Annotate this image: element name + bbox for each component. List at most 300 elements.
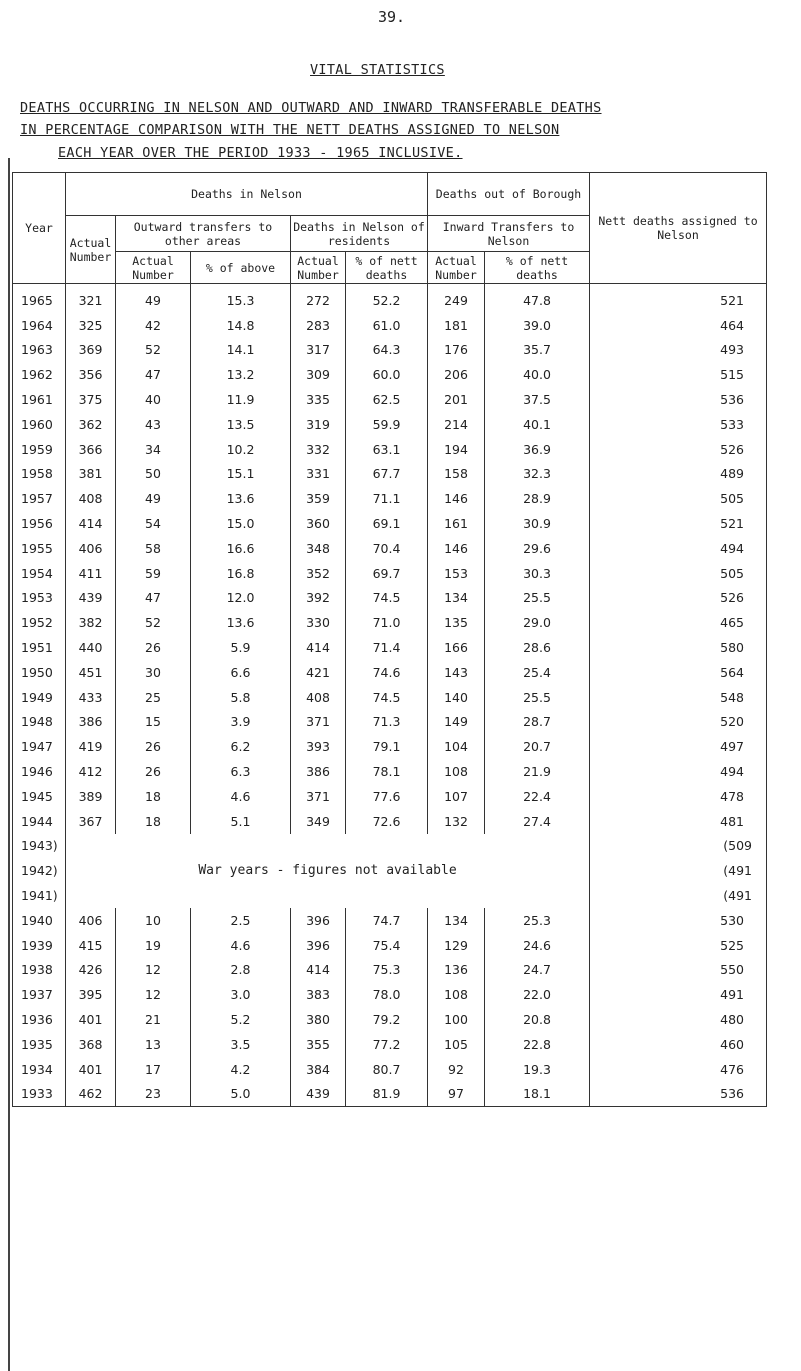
table-row (13, 685, 767, 710)
cell-outward-pct: 5.2 (191, 1007, 291, 1032)
cell-year: 1956 (13, 511, 66, 536)
cell-in-actual: 206 (428, 362, 485, 387)
cell-nett: 497 (590, 734, 767, 759)
cell-res-pct: 52.2 (346, 284, 428, 313)
cell-res-actual: 352 (291, 561, 346, 586)
cell-res-actual: 396 (291, 908, 346, 933)
header-outward-pct: % of above (191, 252, 291, 284)
cell-outward-actual: 17 (116, 1057, 191, 1082)
cell-year: 1942) (13, 858, 66, 883)
cell-outward-actual: 26 (116, 734, 191, 759)
war-years-note: War years - figures not available (198, 863, 457, 879)
cell-res-actual: 393 (291, 734, 346, 759)
cell-nett: 493 (590, 338, 767, 363)
cell-year: 1940 (13, 908, 66, 933)
cell-outward-actual: 43 (116, 412, 191, 437)
cell-actual: 367 (66, 809, 116, 834)
table-row (13, 635, 767, 660)
cell-in-pct: 29.6 (485, 536, 590, 561)
cell-res-actual: 349 (291, 809, 346, 834)
cell-year: 1948 (13, 710, 66, 735)
cell-nett: 520 (590, 710, 767, 735)
cell-in-pct: 32.3 (485, 462, 590, 487)
table-row (13, 338, 767, 363)
cell-in-actual: 132 (428, 809, 485, 834)
cell-actual: 382 (66, 610, 116, 635)
table-header (13, 173, 767, 284)
cell-outward-actual: 52 (116, 338, 191, 363)
cell-year: 1953 (13, 586, 66, 611)
table-row (13, 933, 767, 958)
header-res-actual: Actual Number (291, 252, 346, 284)
cell-year: 1933 (13, 1082, 66, 1107)
cell-in-pct: 25.3 (485, 908, 590, 933)
cell-in-actual: 214 (428, 412, 485, 437)
cell-outward-pct: 4.2 (191, 1057, 291, 1082)
header-nett-deaths: Nett deaths assigned to Nelson (590, 173, 767, 284)
cell-res-pct: 60.0 (346, 362, 428, 387)
cell-res-pct: 70.4 (346, 536, 428, 561)
header-year: Year (13, 173, 66, 284)
cell-year: 1938 (13, 958, 66, 983)
cell-year: 1947 (13, 734, 66, 759)
cell-in-actual: 158 (428, 462, 485, 487)
cell-res-actual: 272 (291, 284, 346, 313)
cell-in-actual: 143 (428, 660, 485, 685)
cell-res-pct: 81.9 (346, 1082, 428, 1107)
cell-actual: 440 (66, 635, 116, 660)
table-row (13, 734, 767, 759)
cell-outward-actual: 26 (116, 635, 191, 660)
cell-year: 1939 (13, 933, 66, 958)
table-row (13, 982, 767, 1007)
header-residents: Deaths in Nelson of residents (291, 216, 428, 252)
table-row (13, 313, 767, 338)
cell-outward-actual: 42 (116, 313, 191, 338)
cell-outward-pct: 13.5 (191, 412, 291, 437)
cell-in-pct: 28.9 (485, 486, 590, 511)
cell-outward-pct: 6.3 (191, 759, 291, 784)
cell-res-pct: 67.7 (346, 462, 428, 487)
page-title: VITAL STATISTICS (310, 62, 445, 78)
table-row (13, 1057, 767, 1082)
cell-outward-actual: 25 (116, 685, 191, 710)
header-res-pct: % of nett deaths (346, 252, 428, 284)
cell-in-actual: 97 (428, 1082, 485, 1107)
cell-outward-actual: 18 (116, 809, 191, 834)
cell-in-actual: 181 (428, 313, 485, 338)
cell-outward-actual: 59 (116, 561, 191, 586)
table-row (13, 660, 767, 685)
left-margin-rule (8, 158, 10, 1371)
cell-outward-actual: 23 (116, 1082, 191, 1107)
cell-outward-pct: 3.5 (191, 1032, 291, 1057)
cell-outward-pct: 3.9 (191, 710, 291, 735)
cell-year: 1952 (13, 610, 66, 635)
cell-actual: 321 (66, 284, 116, 313)
cell-in-pct: 36.9 (485, 437, 590, 462)
cell-in-pct: 22.0 (485, 982, 590, 1007)
cell-in-pct: 28.6 (485, 635, 590, 660)
header-inward-transfers: Inward Transfers to Nelson (428, 216, 590, 252)
cell-res-actual: 371 (291, 710, 346, 735)
cell-res-actual: 283 (291, 313, 346, 338)
cell-outward-pct: 3.0 (191, 982, 291, 1007)
header-outward-transfers: Outward transfers to other areas (116, 216, 291, 252)
cell-res-pct: 75.4 (346, 933, 428, 958)
cell-in-pct: 25.5 (485, 685, 590, 710)
cell-nett: 464 (590, 313, 767, 338)
cell-res-pct: 69.7 (346, 561, 428, 586)
cell-res-pct: 74.7 (346, 908, 428, 933)
cell-nett: 481 (590, 809, 767, 834)
cell-nett: 478 (590, 784, 767, 809)
cell-res-pct: 77.6 (346, 784, 428, 809)
cell-in-actual: 161 (428, 511, 485, 536)
cell-res-pct: 72.6 (346, 809, 428, 834)
cell-in-pct: 28.7 (485, 710, 590, 735)
cell-res-actual: 421 (291, 660, 346, 685)
table-row (13, 610, 767, 635)
cell-in-pct: 25.5 (485, 586, 590, 611)
cell-res-actual: 317 (291, 338, 346, 363)
cell-nett: (509 (590, 834, 767, 859)
cell-in-pct: 35.7 (485, 338, 590, 363)
cell-actual: 433 (66, 685, 116, 710)
cell-nett: 550 (590, 958, 767, 983)
cell-in-pct: 30.3 (485, 561, 590, 586)
cell-res-actual: 386 (291, 759, 346, 784)
cell-res-pct: 71.1 (346, 486, 428, 511)
cell-in-pct: 20.8 (485, 1007, 590, 1032)
cell-year: 1963 (13, 338, 66, 363)
cell-outward-pct: 15.1 (191, 462, 291, 487)
cell-outward-pct: 16.6 (191, 536, 291, 561)
subtitle-line-2: IN PERCENTAGE COMPARISON WITH THE NETT DEATHS ASSIGNED TO NELSON (20, 122, 560, 138)
cell-in-actual: 249 (428, 284, 485, 313)
cell-in-pct: 24.6 (485, 933, 590, 958)
cell-in-pct: 27.4 (485, 809, 590, 834)
cell-actual: 439 (66, 586, 116, 611)
cell-nett: 564 (590, 660, 767, 685)
cell-year: 1965 (13, 284, 66, 313)
cell-year: 1934 (13, 1057, 66, 1082)
cell-actual: 366 (66, 437, 116, 462)
cell-actual: 375 (66, 387, 116, 412)
cell-res-pct: 74.6 (346, 660, 428, 685)
cell-outward-actual: 58 (116, 536, 191, 561)
subtitle-line-1: DEATHS OCCURRING IN NELSON AND OUTWARD AND INWARD TRANSFERABLE DEATHS (20, 100, 602, 116)
cell-in-pct: 24.7 (485, 958, 590, 983)
cell-year: 1959 (13, 437, 66, 462)
cell-in-actual: 105 (428, 1032, 485, 1057)
table-row (13, 784, 767, 809)
cell-actual: 411 (66, 561, 116, 586)
cell-actual: 412 (66, 759, 116, 784)
cell-year: 1951 (13, 635, 66, 660)
table-body (13, 284, 767, 1107)
cell-actual: 415 (66, 933, 116, 958)
cell-year: 1961 (13, 387, 66, 412)
cell-in-actual: 134 (428, 586, 485, 611)
cell-outward-actual: 13 (116, 1032, 191, 1057)
cell-nett: 536 (590, 1082, 767, 1107)
header-deaths-out-of-borough: Deaths out of Borough (428, 173, 590, 216)
cell-outward-pct: 13.6 (191, 610, 291, 635)
cell-actual: 451 (66, 660, 116, 685)
cell-actual: 386 (66, 710, 116, 735)
cell-in-actual: 166 (428, 635, 485, 660)
cell-year: 1937 (13, 982, 66, 1007)
cell-in-actual: 153 (428, 561, 485, 586)
cell-in-actual: 176 (428, 338, 485, 363)
cell-nett: 465 (590, 610, 767, 635)
cell-outward-pct: 4.6 (191, 784, 291, 809)
cell-nett: 476 (590, 1057, 767, 1082)
cell-year: 1944 (13, 809, 66, 834)
cell-outward-pct: 14.1 (191, 338, 291, 363)
cell-res-actual: 384 (291, 1057, 346, 1082)
cell-res-pct: 59.9 (346, 412, 428, 437)
cell-in-actual: 107 (428, 784, 485, 809)
cell-outward-pct: 13.6 (191, 486, 291, 511)
cell-nett: 515 (590, 362, 767, 387)
cell-in-pct: 29.0 (485, 610, 590, 635)
cell-res-actual: 309 (291, 362, 346, 387)
cell-res-actual: 380 (291, 1007, 346, 1032)
cell-in-actual: 136 (428, 958, 485, 983)
cell-actual: 426 (66, 958, 116, 983)
cell-res-pct: 71.4 (346, 635, 428, 660)
cell-outward-actual: 12 (116, 982, 191, 1007)
cell-nett: 491 (590, 982, 767, 1007)
cell-nett: 580 (590, 635, 767, 660)
cell-in-pct: 47.8 (485, 284, 590, 313)
cell-actual: 401 (66, 1007, 116, 1032)
cell-year: 1935 (13, 1032, 66, 1057)
cell-outward-actual: 50 (116, 462, 191, 487)
cell-in-actual: 100 (428, 1007, 485, 1032)
cell-in-pct: 30.9 (485, 511, 590, 536)
cell-nett: 489 (590, 462, 767, 487)
table-row (13, 586, 767, 611)
cell-outward-pct: 12.0 (191, 586, 291, 611)
table-row (13, 536, 767, 561)
cell-res-actual: 330 (291, 610, 346, 635)
cell-actual: 381 (66, 462, 116, 487)
cell-res-actual: 408 (291, 685, 346, 710)
cell-nett: 460 (590, 1032, 767, 1057)
cell-res-actual: 331 (291, 462, 346, 487)
cell-actual: 395 (66, 982, 116, 1007)
header-actual-number: Actual Number (66, 216, 116, 284)
cell-res-pct: 79.2 (346, 1007, 428, 1032)
table-row (13, 412, 767, 437)
cell-outward-pct: 2.8 (191, 958, 291, 983)
cell-nett: 494 (590, 759, 767, 784)
table-row (13, 511, 767, 536)
cell-nett: 536 (590, 387, 767, 412)
cell-in-actual: 146 (428, 536, 485, 561)
cell-in-pct: 22.4 (485, 784, 590, 809)
cell-in-pct: 25.4 (485, 660, 590, 685)
cell-in-actual: 134 (428, 908, 485, 933)
cell-res-pct: 78.0 (346, 982, 428, 1007)
vital-statistics-table (12, 172, 767, 1107)
cell-nett: 505 (590, 486, 767, 511)
cell-outward-pct: 6.6 (191, 660, 291, 685)
subtitle-line-3: EACH YEAR OVER THE PERIOD 1933 - 1965 INCLUSIVE. (58, 145, 463, 161)
cell-nett: 526 (590, 437, 767, 462)
table-row (13, 486, 767, 511)
cell-year: 1946 (13, 759, 66, 784)
table-row (13, 1007, 767, 1032)
cell-outward-pct: 5.0 (191, 1082, 291, 1107)
cell-actual: 406 (66, 908, 116, 933)
cell-res-pct: 64.3 (346, 338, 428, 363)
cell-nett: 521 (590, 284, 767, 313)
cell-res-actual: 332 (291, 437, 346, 462)
cell-year: 1964 (13, 313, 66, 338)
table-row (13, 437, 767, 462)
table-row (13, 809, 767, 834)
cell-outward-actual: 34 (116, 437, 191, 462)
cell-actual: 389 (66, 784, 116, 809)
cell-nett: 494 (590, 536, 767, 561)
cell-in-actual: 104 (428, 734, 485, 759)
cell-outward-pct: 15.3 (191, 284, 291, 313)
cell-actual: 368 (66, 1032, 116, 1057)
table-row (13, 908, 767, 933)
cell-res-pct: 78.1 (346, 759, 428, 784)
cell-res-actual: 439 (291, 1082, 346, 1107)
cell-actual: 406 (66, 536, 116, 561)
cell-outward-pct: 6.2 (191, 734, 291, 759)
cell-outward-actual: 47 (116, 362, 191, 387)
cell-year: 1941) (13, 883, 66, 908)
cell-res-pct: 80.7 (346, 1057, 428, 1082)
page-number: 39. (378, 8, 406, 26)
cell-in-actual: 149 (428, 710, 485, 735)
table-row (13, 462, 767, 487)
cell-in-actual: 92 (428, 1057, 485, 1082)
cell-actual: 462 (66, 1082, 116, 1107)
cell-actual: 369 (66, 338, 116, 363)
cell-outward-actual: 10 (116, 908, 191, 933)
cell-res-pct: 75.3 (346, 958, 428, 983)
cell-nett: (491 (590, 883, 767, 908)
cell-year: 1962 (13, 362, 66, 387)
cell-actual: 419 (66, 734, 116, 759)
cell-res-pct: 71.3 (346, 710, 428, 735)
cell-outward-actual: 54 (116, 511, 191, 536)
cell-in-pct: 40.0 (485, 362, 590, 387)
cell-in-actual: 129 (428, 933, 485, 958)
table-row (13, 284, 767, 313)
cell-res-pct: 74.5 (346, 685, 428, 710)
cell-year: 1960 (13, 412, 66, 437)
cell-nett: 526 (590, 586, 767, 611)
cell-outward-pct: 5.8 (191, 685, 291, 710)
cell-outward-actual: 15 (116, 710, 191, 735)
cell-actual: 325 (66, 313, 116, 338)
table-row (13, 1032, 767, 1057)
cell-in-actual: 108 (428, 982, 485, 1007)
war-years-row (13, 834, 767, 859)
cell-in-actual: 194 (428, 437, 485, 462)
table-row (13, 561, 767, 586)
cell-outward-actual: 12 (116, 958, 191, 983)
cell-res-actual: 360 (291, 511, 346, 536)
cell-res-actual: 319 (291, 412, 346, 437)
cell-res-pct: 74.5 (346, 586, 428, 611)
cell-in-pct: 21.9 (485, 759, 590, 784)
cell-nett: 548 (590, 685, 767, 710)
cell-res-pct: 61.0 (346, 313, 428, 338)
cell-outward-actual: 52 (116, 610, 191, 635)
cell-year: 1957 (13, 486, 66, 511)
cell-outward-actual: 49 (116, 486, 191, 511)
header-deaths-in-nelson: Deaths in Nelson (66, 173, 428, 216)
cell-in-actual: 135 (428, 610, 485, 635)
cell-nett: 533 (590, 412, 767, 437)
cell-outward-pct: 2.5 (191, 908, 291, 933)
cell-res-pct: 62.5 (346, 387, 428, 412)
cell-in-pct: 20.7 (485, 734, 590, 759)
cell-nett: 505 (590, 561, 767, 586)
cell-actual: 362 (66, 412, 116, 437)
cell-res-actual: 414 (291, 958, 346, 983)
cell-outward-pct: 10.2 (191, 437, 291, 462)
cell-outward-pct: 5.9 (191, 635, 291, 660)
cell-nett: 530 (590, 908, 767, 933)
cell-nett: 480 (590, 1007, 767, 1032)
cell-outward-actual: 47 (116, 586, 191, 611)
cell-res-actual: 371 (291, 784, 346, 809)
table-row (13, 362, 767, 387)
cell-outward-pct: 13.2 (191, 362, 291, 387)
cell-outward-actual: 30 (116, 660, 191, 685)
cell-nett: 521 (590, 511, 767, 536)
cell-nett: 525 (590, 933, 767, 958)
cell-outward-actual: 26 (116, 759, 191, 784)
cell-in-pct: 19.3 (485, 1057, 590, 1082)
cell-year: 1954 (13, 561, 66, 586)
cell-outward-pct: 5.1 (191, 809, 291, 834)
cell-in-actual: 108 (428, 759, 485, 784)
cell-in-pct: 40.1 (485, 412, 590, 437)
cell-res-pct: 69.1 (346, 511, 428, 536)
cell-res-pct: 63.1 (346, 437, 428, 462)
cell-res-actual: 348 (291, 536, 346, 561)
cell-nett: (491 (590, 858, 767, 883)
table-row (13, 710, 767, 735)
cell-outward-pct: 14.8 (191, 313, 291, 338)
table-row (13, 759, 767, 784)
cell-actual: 401 (66, 1057, 116, 1082)
cell-outward-pct: 15.0 (191, 511, 291, 536)
cell-res-actual: 383 (291, 982, 346, 1007)
cell-in-actual: 201 (428, 387, 485, 412)
cell-outward-actual: 21 (116, 1007, 191, 1032)
cell-actual: 356 (66, 362, 116, 387)
cell-outward-pct: 16.8 (191, 561, 291, 586)
cell-actual: 414 (66, 511, 116, 536)
cell-actual: 408 (66, 486, 116, 511)
table-row (13, 387, 767, 412)
cell-year: 1955 (13, 536, 66, 561)
cell-year: 1949 (13, 685, 66, 710)
